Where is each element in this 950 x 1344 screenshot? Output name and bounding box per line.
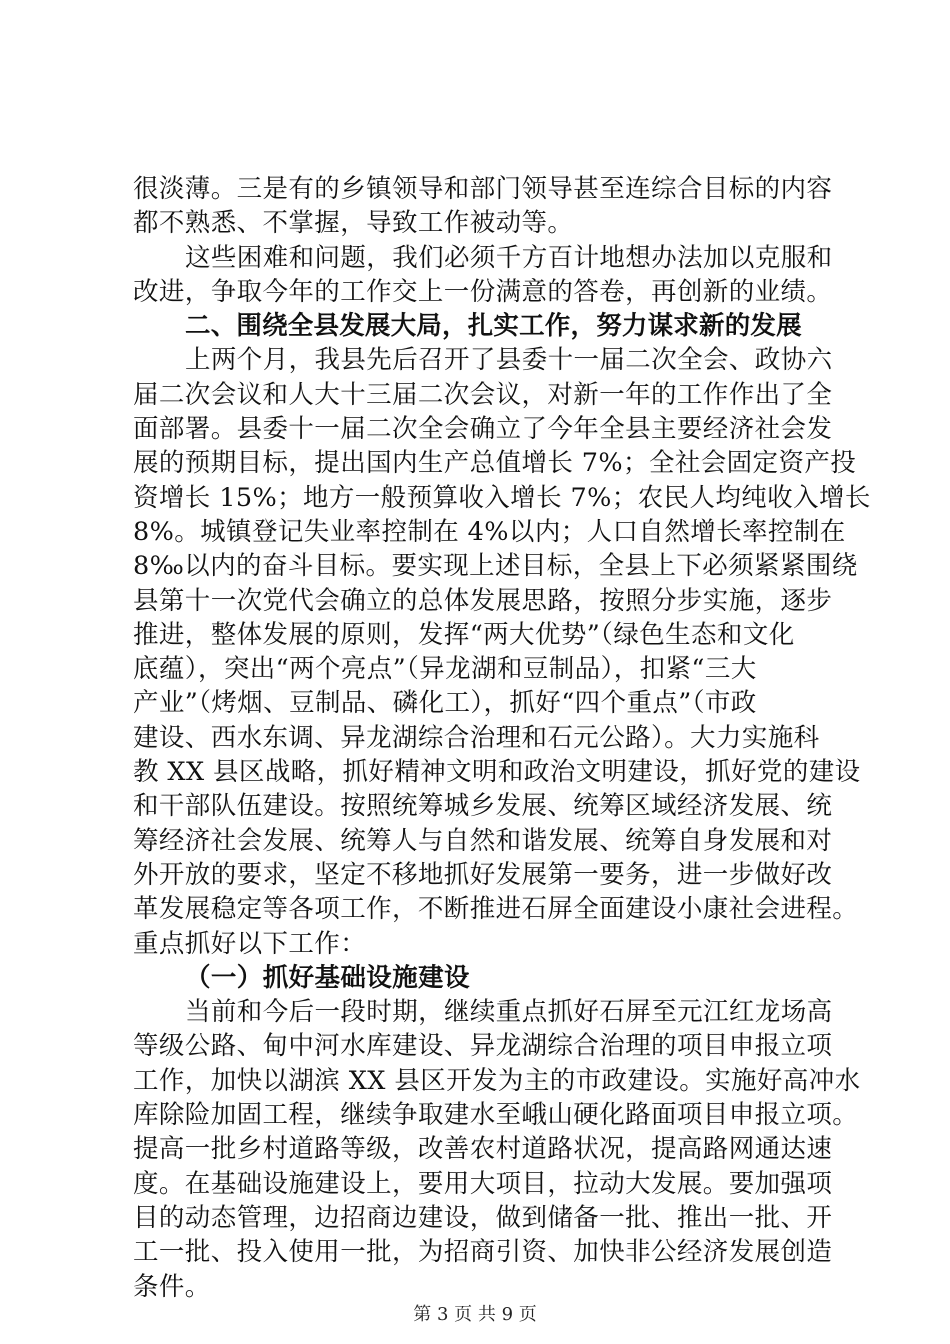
section-heading: 二、围绕全县发展大局，扎实工作，努力谋求新的发展 <box>185 311 802 342</box>
text-line: 这些困难和问题，我们必须千方百计地想办法加以克服和 <box>185 242 833 273</box>
text-line: 都不熟悉、不掌握，导致工作被动等。 <box>133 208 574 239</box>
text-line: 届二次会议和人大十三届二次会议，对新一年的工作作出了全 <box>133 379 833 410</box>
text-line: 外开放的要求，坚定不移地抓好发展第一要务，进一步做好改 <box>133 859 833 890</box>
text-line: 等级公路、甸中河水库建设、异龙湖综合治理的项目申报立项 <box>133 1031 833 1062</box>
subsection-heading: （一）抓好基础设施建设 <box>185 962 470 993</box>
text-line: 底蕴），突出“两个亮点”（异龙湖和豆制品），扣紧“三大 <box>133 654 757 685</box>
text-line: 面部署。县委十一届二次全会确立了今年全县主要经济社会发 <box>133 414 833 445</box>
text-line: 工作，加快以湖滨 XX 县区开发为主的市政建设。实施好高冲水 <box>133 1065 861 1096</box>
document-body <box>133 172 871 1304</box>
text-line: 推进，整体发展的原则，发挥“两大优势”（绿色生态和文化 <box>133 619 795 650</box>
text-line: 建设、西水东调、异龙湖综合治理和石元公路）。大力实施科 <box>133 722 820 753</box>
text-line: 重点抓好以下工作： <box>133 928 367 959</box>
page-footer: 第 3 页 共 9 页 <box>413 1304 537 1325</box>
text-line: 上两个月，我县先后召开了县委十一届二次全会、政协六 <box>185 345 833 376</box>
text-line: 革发展稳定等各项工作，不断推进石屏全面建设小康社会进程。 <box>133 894 859 925</box>
text-line: 展的预期目标，提出国内生产总值增长 7%；全社会固定资产投 <box>133 448 857 479</box>
text-line: 改进，争取今年的工作交上一份满意的答卷，再创新的业绩。 <box>133 276 833 307</box>
text-line: 当前和今后一段时期，继续重点抓好石屏至元江红龙场高 <box>185 997 833 1028</box>
text-line: 8%。城镇登记失业率控制在 4%以内；人口自然增长率控制在 <box>133 516 846 547</box>
text-line: 和干部队伍建设。按照统筹城乡发展、统筹区域经济发展、统 <box>133 791 833 822</box>
text-line: 库除险加固工程，继续争取建水至峨山硬化路面项目申报立项。 <box>133 1100 859 1131</box>
text-line: 很淡薄。三是有的乡镇领导和部门领导甚至连综合目标的内容 <box>133 174 833 204</box>
text-line: 提高一批乡村道路等级，改善农村道路状况，提高路网通达速 <box>133 1134 833 1165</box>
text-line: 工一批、投入使用一批，为招商引资、加快非公经济发展创造 <box>133 1237 833 1268</box>
text-line: 资增长 15%；地方一般预算收入增长 7%；农民人均纯收入增长 <box>133 482 871 513</box>
text-line: 县第十一次党代会确立的总体发展思路，按照分步实施，逐步 <box>133 585 833 616</box>
text-line: 产业”（烤烟、豆制品、磷化工），抓好“四个重点”（市政 <box>133 688 757 719</box>
text-line: 目的动态管理，边招商边建设，做到储备一批、推出一批、开 <box>133 1202 833 1233</box>
text-line: 8‰以内的奋斗目标。要实现上述目标，全县上下必须紧紧围绕 <box>133 551 858 582</box>
text-line: 条件。 <box>133 1271 211 1302</box>
text-line: 度。在基础设施建设上，要用大项目，拉动大发展。要加强项 <box>133 1168 833 1199</box>
text-line: 筹经济社会发展、统筹人与自然和谐发展、统筹自身发展和对 <box>133 825 833 856</box>
text-line: 教 XX 县区战略，抓好精神文明和政治文明建设，抓好党的建设 <box>133 757 861 788</box>
